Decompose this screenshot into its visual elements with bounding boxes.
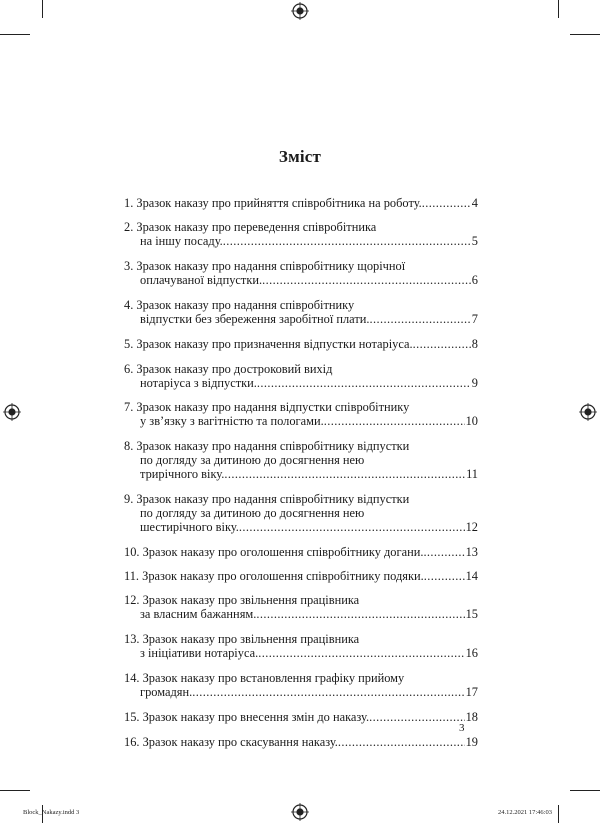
dot-leader	[224, 467, 465, 481]
toc-page-number: 13	[465, 545, 478, 559]
toc-entry	[124, 492, 478, 534]
toc-entry-line: по догляду за дитиною до досягнення нею	[140, 506, 365, 520]
dot-leader	[257, 376, 471, 390]
page-number: 3	[459, 722, 465, 734]
toc-entry-text: шестирічного віку.	[140, 520, 239, 534]
toc-page-number: 14	[465, 569, 478, 583]
toc-entry-last-line	[124, 414, 478, 428]
registration-mark-icon	[291, 803, 309, 821]
toc-entry-line: 13. Зразок наказу про звільнення працівника	[124, 632, 360, 646]
toc-entry	[124, 362, 478, 390]
toc-entry	[124, 298, 478, 326]
page-title: Зміст	[278, 147, 322, 166]
toc-entry	[124, 337, 478, 351]
registration-mark-icon	[579, 403, 597, 421]
toc-page-number: 4	[471, 196, 478, 210]
slug-file-name: Block_Nakazy.indd 3	[23, 809, 80, 816]
registration-mark-icon	[3, 403, 21, 421]
toc-entry-text: 10. Зразок наказу про оголошення співробітнику догани.	[124, 545, 424, 559]
toc-entry-line: по догляду за дитиною до досягнення нею	[140, 453, 365, 467]
toc-entry-last-line	[124, 735, 478, 749]
crop-mark	[0, 790, 30, 791]
toc-entry-text: 16. Зразок наказу про скасування наказу.	[124, 735, 338, 749]
crop-mark	[558, 805, 559, 823]
toc-entry-last-line	[124, 685, 478, 699]
toc-entry-line: 12. Зразок наказу про звільнення працівника	[124, 593, 360, 607]
toc-entry-text: 1. Зразок наказу про прийняття співробітника на роботу.	[124, 196, 422, 210]
toc-entry	[124, 569, 478, 583]
toc-entry-last-line	[124, 337, 478, 351]
toc-entry-last-line	[124, 234, 478, 248]
toc-page-number: 6	[471, 273, 478, 287]
toc-entry-text: у зв’язку з вагітністю та пологами.	[140, 414, 324, 428]
toc-page-number: 10	[465, 414, 478, 428]
toc-page-number: 19	[465, 735, 478, 749]
toc-entry-line: 3. Зразок наказу про надання співробітнику щорічної	[124, 259, 406, 273]
toc-entry	[124, 439, 478, 481]
dot-leader	[256, 607, 464, 621]
toc-entry-last-line	[124, 607, 478, 621]
dot-leader	[338, 735, 465, 749]
toc-entry-text: за власним бажанням.	[140, 607, 257, 621]
dot-leader	[258, 646, 464, 660]
toc-entry	[124, 593, 478, 621]
toc-entry-line: 2. Зразок наказу про переведення співробітника	[124, 220, 377, 234]
toc-entry	[124, 400, 478, 428]
toc-entry-last-line	[124, 569, 478, 583]
toc-entry-last-line	[124, 196, 478, 210]
toc-page-number: 18	[465, 710, 478, 724]
toc-entry-last-line	[124, 520, 478, 534]
toc-entry	[124, 259, 478, 287]
toc-entry	[124, 710, 478, 724]
toc-entry-text: нотаріуса з відпустки.	[140, 376, 257, 390]
toc-entry	[124, 735, 478, 749]
toc-entry-line: 9. Зразок наказу про надання співробітнику відпустки	[124, 492, 410, 506]
toc-page-number: 5	[471, 234, 478, 248]
toc-entry	[124, 632, 478, 660]
toc-entry-line: 6. Зразок наказу про достроковий вихід	[124, 362, 333, 376]
toc-entry-line: 4. Зразок наказу про надання співробітнику	[124, 298, 355, 312]
toc-entry-text: відпустки без збереження заробітної плати.	[140, 312, 370, 326]
toc-entry	[124, 196, 478, 210]
dot-leader	[413, 337, 471, 351]
toc-entry-text: оплачуваної відпустки.	[140, 273, 263, 287]
dot-leader	[192, 685, 464, 699]
toc-page-number: 12	[465, 520, 478, 534]
toc-entry-text: громадян.	[140, 685, 193, 699]
dot-leader	[369, 710, 465, 724]
toc-entry	[124, 220, 478, 248]
toc-entry-text: 11. Зразок наказу про оголошення співробітнику подяки.	[124, 569, 424, 583]
dot-leader	[370, 312, 471, 326]
dot-leader	[422, 196, 471, 210]
crop-mark	[558, 0, 559, 18]
crop-mark	[570, 790, 600, 791]
dot-leader	[262, 273, 471, 287]
toc-entry-last-line	[124, 376, 478, 390]
toc-page-number: 11	[466, 467, 478, 481]
toc-entry-text: 15. Зразок наказу про внесення змін до наказу.	[124, 710, 370, 724]
toc-entry-last-line	[124, 312, 478, 326]
toc-page-number: 8	[471, 337, 478, 351]
toc-entry-line: 8. Зразок наказу про надання співробітнику відпустки	[124, 439, 410, 453]
dot-leader	[424, 569, 465, 583]
toc-entry-last-line	[124, 710, 478, 724]
toc-entry	[124, 545, 478, 559]
dot-leader	[423, 545, 464, 559]
crop-mark	[42, 0, 43, 18]
toc-page-number: 17	[465, 685, 478, 699]
toc-page-number: 7	[471, 312, 478, 326]
toc-page-number: 16	[465, 646, 478, 660]
dot-leader	[239, 520, 465, 534]
dot-leader	[324, 414, 465, 428]
table-of-contents	[124, 196, 478, 749]
toc-entry-line: 7. Зразок наказу про надання відпустки співробітнику	[124, 400, 410, 414]
toc-entry-text: 5. Зразок наказу про призначення відпустки нотаріуса.	[124, 337, 413, 351]
toc-entry-line: 14. Зразок наказу про встановлення графіку прийому	[124, 671, 405, 685]
toc-entry-last-line	[124, 467, 478, 481]
toc-page-number: 15	[465, 607, 478, 621]
toc-entry	[124, 671, 478, 699]
crop-mark	[570, 34, 600, 35]
crop-mark	[0, 34, 30, 35]
toc-entry-last-line	[124, 273, 478, 287]
toc-entry-text: з ініціативи нотаріуса.	[140, 646, 259, 660]
toc-entry-text: на іншу посаду.	[140, 234, 223, 248]
toc-entry-last-line	[124, 545, 478, 559]
registration-mark-icon	[291, 2, 309, 20]
toc-page-number: 9	[471, 376, 478, 390]
toc-entry-last-line	[124, 646, 478, 660]
slug-datetime: 24.12.2021 17:46:03	[498, 809, 552, 816]
toc-entry-text: трирічного віку.	[140, 467, 225, 481]
dot-leader	[223, 234, 471, 248]
